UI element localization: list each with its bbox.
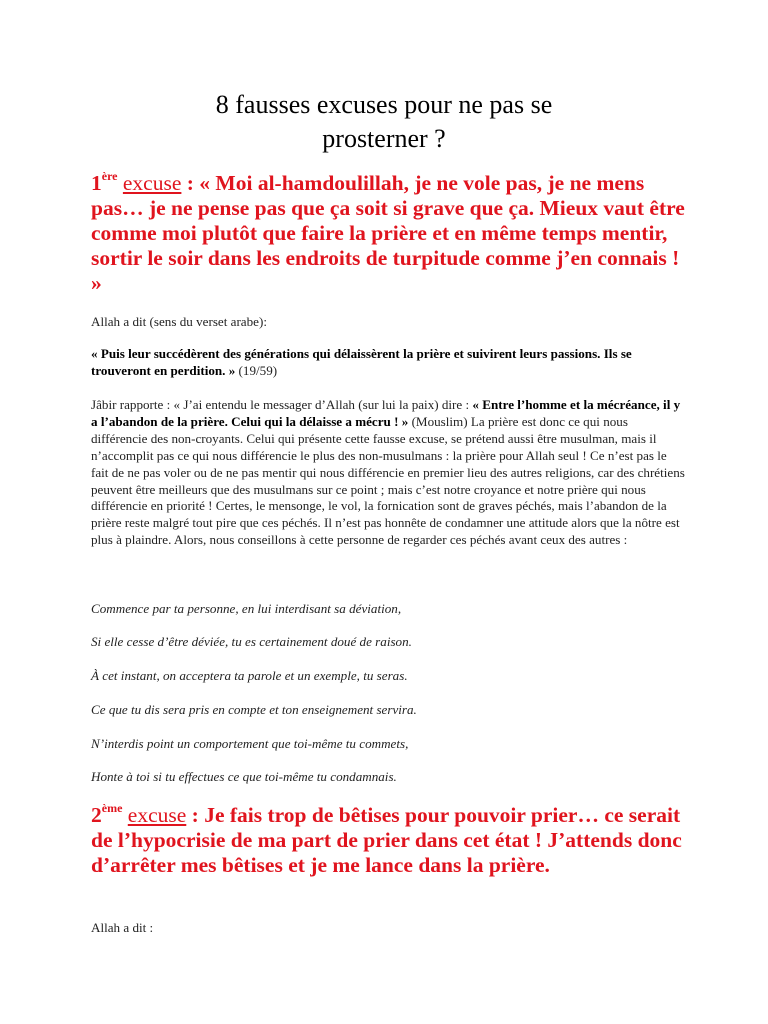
hadith-quote: « Entre l’homme et la mécréance, il y a l’abandon de la prière. Celui qui la délaisse a mécru ! »: [91, 397, 681, 429]
poem-line-2: Si elle cesse d’être déviée, tu es certainement doué de raison.: [91, 634, 412, 649]
excuse-2-number: 2ème: [91, 801, 123, 827]
allah-intro-1: Allah a dit (sens du verset arabe):: [91, 314, 267, 329]
poem-line-6: Honte à toi si tu effectues ce que toi-même tu condamnais.: [91, 769, 397, 784]
poem-line-3: À cet instant, on acceptera ta parole et un exemple, tu seras.: [91, 668, 408, 683]
allah-intro-2: Allah a dit :: [91, 920, 154, 935]
hadith-intro: Jâbir rapporte : « J’ai entendu le messager d’Allah (sur lui la paix) dire :: [91, 397, 473, 412]
poem-line-1: Commence par ta personne, en lui interdisant sa déviation,: [91, 601, 402, 616]
poem-line-5: N’interdis point un comportement que toi-même tu commets,: [91, 736, 409, 751]
excuse-1-text: : « Moi al-hamdoulillah, je ne vole pas, je ne mens pas… je ne pense pas que ça soit si grave que ça. Mieux vaut être comme moi plutôt que faire la prière et en même temps mentir, sortir le soir dans les endroits de turpitude comme j’en connais ! »: [91, 171, 685, 295]
excuse-1-label: excuse: [122, 171, 182, 195]
excuse-2-label: excuse: [127, 803, 187, 827]
excuse-1-heading: [91, 171, 691, 296]
excuse-1-number: 1ère: [91, 169, 118, 195]
title-line-1: 8 fausses excuses pour ne pas se: [215, 90, 553, 119]
quran-verse-ref: (19/59): [235, 362, 278, 378]
hadith-paragraph: [91, 397, 687, 549]
excuse-2-ordinal: ème: [101, 801, 123, 815]
excuse-2-heading: [91, 803, 691, 878]
title-line-2: prosterner ?: [322, 124, 446, 153]
excuse-1-ordinal: ère: [101, 169, 118, 183]
quran-verse: [91, 346, 687, 380]
page-title: [0, 88, 768, 156]
excuse-2-text: : Je fais trop de bêtises pour pouvoir prier… ce serait de l’hypocrisie de ma part de prier dans cet état ! J’attends donc d’arrêter mes bêtises et je me lance dans la prière.: [91, 803, 682, 877]
hadith-commentary: (Mouslim) La prière est donc ce qui nous différencie des non-croyants. Celui qui présente cette fausse excuse, se prétend aussi être musulman, mais il n’accomplit pas ce qui nous différencie le plus des non-musulmans : la prière pour Allah seul ! Ce n’est pas le fait de ne pas voler ou de ne pas mentir qui nous différencie en premier lieu des autres religions, car des chrétiens peuvent être meilleurs que des musulmans sur ce point ; mais c’est notre croyance et notre prière qui nous différencie en priorité ! Certes, le mensonge, le vol, la fornication sont de graves péchés, mais l’abandon de la prière reste malgré tout pire que ces péchés. Il n’est pas honnête de condamner une attitude alors que la nôtre est plus à plaindre. Alors, nous conseillons à cette personne de regarder ces péchés avant ceux des autres :: [91, 413, 685, 548]
quran-verse-text: « Puis leur succédèrent des générations qui délaissèrent la prière et suivirent leurs passions. Ils se trouveront en perdition. »: [91, 346, 632, 378]
poem-line-4: Ce que tu dis sera pris en compte et ton enseignement servira.: [91, 702, 417, 717]
